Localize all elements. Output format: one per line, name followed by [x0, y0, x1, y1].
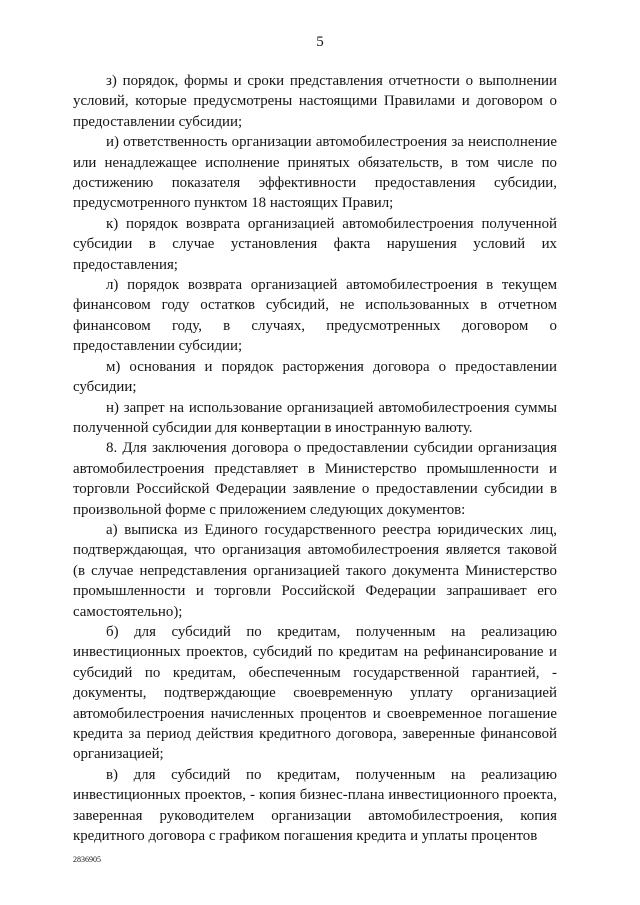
paragraph-v: в) для субсидий по кредитам, полученным на реализацию инвестиционных проектов, - копия бизнес-плана инвестиционного проекта, заверенная руководителем организации автомобилестроения, копия кредитного договора с графиком погашения кредита и уплаты процентов: [73, 766, 557, 845]
paragraph-m: м) основания и порядок расторжения договора о предоставлении субсидии;: [73, 358, 557, 396]
paragraph-8: 8. Для заключения договора о предоставлении субсидии организация автомобилестроения представляет в Министерство промышленности и торговли Российской Федерации заявление о предоставлении субсидии в произвольной форме с приложением следующих документов:: [73, 440, 557, 518]
page-number: 5: [316, 34, 324, 50]
paragraph-n: н) запрет на использование организацией автомобилестроения суммы полученной субсидии для конвертации в иностранную валюту.: [73, 399, 557, 436]
paragraph-b: б) для субсидий по кредитам, полученным на реализацию инвестиционных проектов, субсидий по кредитам на рефинансирование и субсидий по кредитам, обеспеченным государственной гарантией, - документы, подтверждающие своевременную уплату организацией автомобилестроения начисленных процентов и своевременное погашение кредита за период действия кредитного договора, заверенные финансовой организацией;: [73, 623, 557, 763]
paragraph-l: л) порядок возврата организацией автомобилестроения в текущем финансовом году остатков субсидий, не использованных в отчетном финансовом году, в случаях, предусмотренных договором о предоставлении субсидии;: [73, 277, 557, 355]
document-code: 2836905: [73, 855, 101, 864]
paragraph-a: а) выписка из Единого государственного реестра юридических лиц, подтверждающая, что организация автомобилестроения является таковой (в случае непредставления организацией такого документа Министерство промышленности и торговли Российской Федерации запрашивает его самостоятельно);: [73, 521, 557, 620]
paragraph-i: и) ответственность организации автомобилестроения за неисполнение или ненадлежащее исполнение принятых обязательств, в том числе по достижению показателя эффективности предоставления субсидии, предусмотренного пунктом 18 настоящих Правил;: [73, 134, 557, 212]
paragraph-z: з) порядок, формы и сроки представления отчетности о выполнении условий, которые предусмотрены настоящими Правилами и договором о предоставлении субсидии;: [73, 73, 557, 130]
paragraph-k: к) порядок возврата организацией автомобилестроения полученной субсидии в случае установления факта нарушения условий их предоставления;: [73, 215, 557, 273]
document-body: [73, 71, 557, 846]
